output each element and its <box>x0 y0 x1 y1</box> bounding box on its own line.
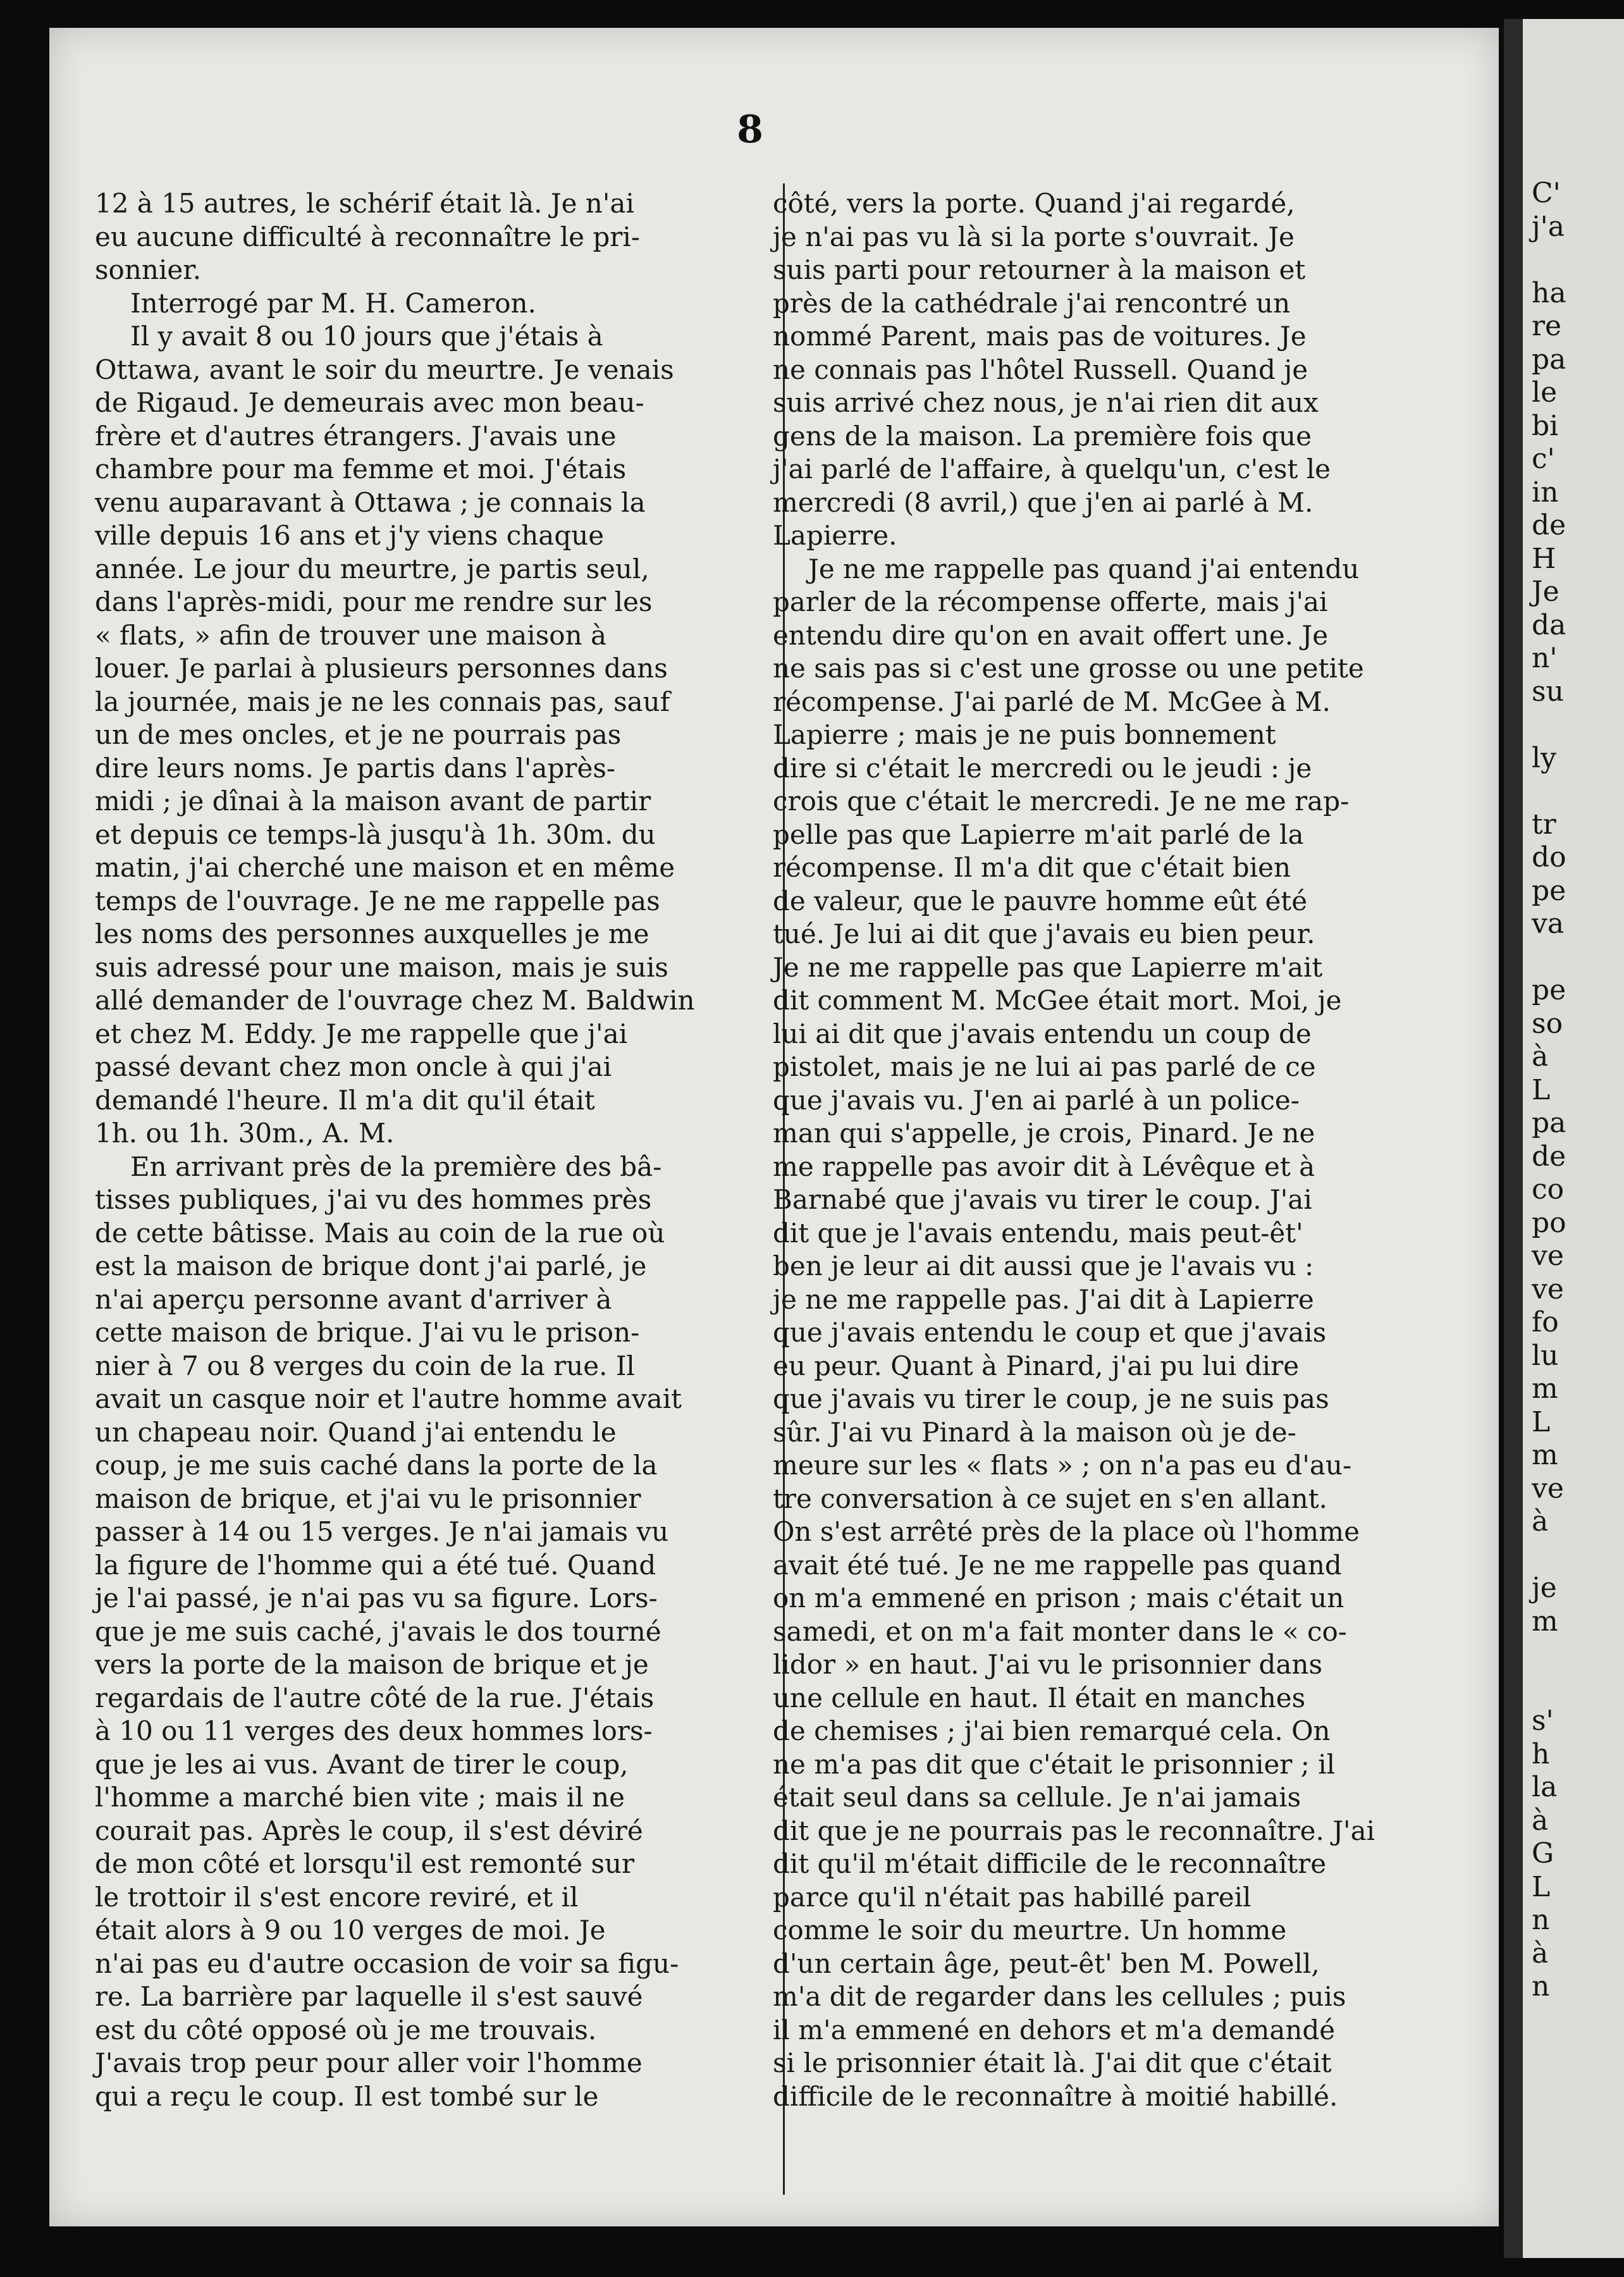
text-line: comme le soir du meurtre. Un homme <box>773 1915 1287 1946</box>
text-line: dans l'après-midi, pour me rendre sur les <box>95 586 653 617</box>
fragment-line: ve <box>1532 1273 1564 1305</box>
paragraph <box>95 320 784 1151</box>
text-line: dire leurs noms. Je partis dans l'après- <box>95 752 616 784</box>
text-line: lidor » en haut. J'ai vu le prisonnier dans <box>773 1649 1323 1680</box>
fragment-line <box>1532 1672 1624 1705</box>
text-line: d'un certain âge, peut-êt' ben M. Powell, <box>773 1947 1320 1979</box>
fragment-line: C' <box>1532 177 1561 209</box>
text-line: entendu dire qu'on en avait offert une. Je <box>773 619 1329 651</box>
text-line: suis arrivé chez nous, je n'ai rien dit aux <box>773 387 1319 418</box>
text-line: dire si c'était le mercredi ou le jeudi : je <box>773 752 1312 784</box>
fragment-line: n' <box>1532 642 1558 674</box>
fragment-line: L <box>1532 1405 1551 1438</box>
fragment-line: po <box>1532 1206 1566 1239</box>
text-line: passé devant chez mon oncle à qui j'ai <box>95 1051 612 1082</box>
text-line: qui a reçu le coup. Il est tombé sur le <box>95 2080 599 2112</box>
text-line: que j'avais vu tirer le coup, je ne suis pas <box>773 1383 1329 1414</box>
fragment-line: m <box>1532 1605 1558 1638</box>
text-line: que j'avais vu. J'en ai parlé à un police- <box>773 1084 1300 1116</box>
fragment-line <box>1532 941 1624 975</box>
text-line: les noms des personnes auxquelles je me <box>95 918 649 949</box>
text-line: la journée, mais je ne les connais pas, sauf <box>95 686 670 717</box>
text-line: regardais de l'autre côté de la rue. J'étais <box>95 1682 655 1713</box>
fragment-line: à <box>1532 1040 1549 1073</box>
page-gutter-shadow <box>1504 19 1523 2258</box>
text-line: et chez M. Eddy. Je me rappelle que j'ai <box>95 1018 628 1049</box>
fragment-line: so <box>1532 1007 1563 1040</box>
next-page-edge <box>1504 19 1624 2258</box>
text-line: allé demander de l'ouvrage chez M. Baldwin <box>95 985 695 1016</box>
text-line: matin, j'ai cherché une maison et en même <box>95 852 675 883</box>
fragment-line: L <box>1532 1073 1551 1106</box>
text-line: tisses publiques, j'ai vu des hommes près <box>95 1184 652 1215</box>
fragment-line: n <box>1532 1904 1550 1936</box>
text-line: Je ne me rappelle pas quand j'ai entendu <box>808 553 1360 584</box>
fragment-line: fo <box>1532 1306 1559 1338</box>
text-line: à 10 ou 11 verges des deux hommes lors- <box>95 1715 653 1746</box>
fragment-line: je <box>1532 1572 1557 1604</box>
text-line: et depuis ce temps-là jusqu'à 1h. 30m. du <box>95 818 656 850</box>
text-line: que je les ai vus. Avant de tirer le coup, <box>95 1748 629 1780</box>
fragment-line: L <box>1532 1870 1551 1903</box>
text-line: difficile de le reconnaître à moitié habillé. <box>773 2080 1338 2112</box>
text-line: nommé Parent, mais pas de voitures. Je <box>773 321 1307 352</box>
text-line: On s'est arrêté près de la place où l'homme <box>773 1516 1360 1547</box>
text-line: j'ai parlé de l'affaire, à quelqu'un, c'est le <box>773 454 1331 484</box>
fragment-line: le <box>1532 376 1558 409</box>
text-line: il m'a emmené en dehors et m'a demandé <box>773 2014 1336 2046</box>
text-line: J'avais trop peur pour aller voir l'homme <box>95 2047 643 2078</box>
fragment-line: ve <box>1532 1240 1564 1272</box>
text-line: était seul dans sa cellule. Je n'ai jamais <box>773 1782 1301 1813</box>
text-line: avait été tué. Je ne me rappelle pas quand <box>773 1549 1342 1581</box>
fragment-line: ha <box>1532 276 1566 309</box>
next-page-text-fragments <box>1532 177 1624 2004</box>
fragment-line: la <box>1532 1771 1558 1803</box>
text-line: « flats, » afin de trouver une maison à <box>95 619 607 651</box>
text-line: n'ai pas eu d'autre occasion de voir sa figu- <box>95 1947 679 1979</box>
fragment-line: da <box>1532 608 1566 641</box>
text-line: 12 à 15 autres, le schérif était là. Je n'ai <box>95 188 634 219</box>
fragment-line: pe <box>1532 974 1566 1006</box>
text-line: Lapierre. <box>773 520 897 551</box>
fragment-line: in <box>1532 476 1559 509</box>
text-line: je l'ai passé, je n'ai pas vu sa figure. Lors- <box>95 1583 658 1614</box>
text-line: Barnabé que j'avais vu tirer le coup. J'ai <box>773 1184 1312 1215</box>
fragment-line: co <box>1532 1173 1565 1206</box>
text-line: Il y avait 8 ou 10 jours que j'étais à <box>130 321 603 352</box>
text-line: Ottawa, avant le soir du meurtre. Je venais <box>95 354 674 385</box>
fragment-line: G <box>1532 1837 1554 1870</box>
text-line: l'homme a marché bien vite ; mais il ne <box>95 1782 625 1813</box>
fragment-line: à <box>1532 1804 1549 1837</box>
text-line: venu auparavant à Ottawa ; je connais la <box>95 486 646 518</box>
text-line: crois que c'était le mercredi. Je ne me rap- <box>773 786 1350 817</box>
text-line: sonnier. <box>95 254 202 285</box>
text-line: récompense. Il m'a dit que c'était bien <box>773 852 1291 883</box>
fragment-line: va <box>1532 908 1565 940</box>
text-line: vers la porte de la maison de brique et je <box>95 1649 649 1680</box>
fragment-line: h <box>1532 1737 1550 1770</box>
fragment-line: pa <box>1532 343 1566 376</box>
text-line: que j'avais entendu le coup et que j'avais <box>773 1317 1327 1348</box>
text-line: ben je leur ai dit aussi que je l'avais vu : <box>773 1250 1314 1281</box>
fragment-line: de <box>1532 509 1566 541</box>
text-line: man qui s'appelle, je crois, Pinard. Je ne <box>773 1118 1315 1149</box>
text-line: tre conversation à ce sujet en s'en allant. <box>773 1483 1327 1514</box>
left-text-column <box>95 187 784 2113</box>
text-line: ville depuis 16 ans et j'y viens chaque <box>95 520 605 551</box>
text-line: près de la cathédrale j'ai rencontré un <box>773 287 1291 319</box>
text-line: pelle pas que Lapierre m'ait parlé de la <box>773 818 1304 850</box>
text-line: de valeur, que le pauvre homme eût été <box>773 885 1308 916</box>
paragraph <box>773 553 1462 2114</box>
text-line: nier à 7 ou 8 verges du coin de la rue. Il <box>95 1350 635 1381</box>
text-line: suis adressé pour une maison, mais je suis <box>95 951 668 983</box>
fragment-line: ly <box>1532 741 1556 774</box>
right-text-column <box>773 187 1462 2113</box>
text-line: En arrivant près de la première des bâ- <box>130 1151 662 1182</box>
fragment-line <box>1532 1539 1624 1572</box>
text-line: la figure de l'homme qui a été tué. Quand <box>95 1549 656 1581</box>
fragment-line: s' <box>1532 1705 1554 1737</box>
text-line: maison de brique, et j'ai vu le prisonnier <box>95 1483 641 1514</box>
text-line: ne m'a pas dit que c'était le prisonnier ; il <box>773 1748 1336 1780</box>
text-line: tué. Je lui ai dit que j'avais eu bien peur. <box>773 918 1315 949</box>
text-line: eu aucune difficulté à reconnaître le pri- <box>95 221 640 252</box>
text-line: m'a dit de regarder dans les cellules ; puis <box>773 1981 1346 2012</box>
fragment-line: H <box>1532 542 1556 575</box>
paragraph <box>95 187 784 287</box>
fragment-line <box>1532 1638 1624 1672</box>
text-line: que je me suis caché, j'avais le dos tourné <box>95 1615 661 1647</box>
text-line: me rappelle pas avoir dit à Lévêque et à <box>773 1151 1315 1182</box>
text-line: côté, vers la porte. Quand j'ai regardé, <box>773 188 1295 219</box>
text-line: de mon côté et lorsqu'il est remonté sur <box>95 1848 635 1879</box>
text-line: Je ne me rappelle pas que Lapierre m'ait <box>773 951 1323 983</box>
text-line: gens de la maison. La première fois que <box>773 420 1312 452</box>
text-line: parce qu'il n'était pas habillé pareil <box>773 1881 1252 1913</box>
fragment-line: tr <box>1532 808 1556 841</box>
fragment-line: à <box>1532 1505 1549 1538</box>
text-line: demandé l'heure. Il m'a dit qu'il était <box>95 1084 595 1116</box>
text-line: une cellule en haut. Il était en manches <box>773 1682 1306 1713</box>
fragment-line: pe <box>1532 874 1566 907</box>
text-line: samedi, et on m'a fait monter dans le « co- <box>773 1615 1347 1647</box>
text-line: est du côté opposé où je me trouvais. <box>95 2014 597 2046</box>
text-line: ne connais pas l'hôtel Russell. Quand je <box>773 354 1308 385</box>
fragment-line: j'a <box>1532 210 1565 243</box>
fragment-line: m <box>1532 1373 1558 1405</box>
text-line: je n'ai pas vu là si la porte s'ouvrait. Je <box>773 221 1295 252</box>
text-line: un chapeau noir. Quand j'ai entendu le <box>95 1416 617 1448</box>
text-line: louer. Je parlai à plusieurs personnes dans <box>95 653 668 684</box>
text-line: dit que je l'avais entendu, mais peut-êt' <box>773 1217 1303 1249</box>
fragment-line: à <box>1532 1937 1549 1970</box>
text-line: temps de l'ouvrage. Je ne me rappelle pas <box>95 885 660 916</box>
text-line: on m'a emmené en prison ; mais c'était un <box>773 1583 1344 1614</box>
text-line: est la maison de brique dont j'ai parlé, je <box>95 1250 647 1281</box>
text-line: sûr. J'ai vu Pinard à la maison où je de- <box>773 1416 1296 1448</box>
text-line: suis parti pour retourner à la maison et <box>773 254 1306 285</box>
text-line: dit comment M. McGee était mort. Moi, je <box>773 985 1342 1016</box>
fragment-line: m <box>1532 1439 1558 1471</box>
fragment-line: do <box>1532 841 1566 873</box>
text-line: passer à 14 ou 15 verges. Je n'ai jamais vu <box>95 1516 669 1547</box>
text-line: récompense. J'ai parlé de M. McGee à M. <box>773 686 1331 717</box>
fragment-line: re <box>1532 310 1562 342</box>
text-line: mercredi (8 avril,) que j'en ai parlé à M. <box>773 486 1313 518</box>
text-line: coup, je me suis caché dans la porte de la <box>95 1450 658 1481</box>
page-number: 8 <box>737 108 763 152</box>
text-line: de chemises ; j'ai bien remarqué cela. On <box>773 1715 1331 1746</box>
fragment-line: ve <box>1532 1472 1564 1505</box>
text-line: je ne me rappelle pas. J'ai dit à Lapierre <box>773 1283 1314 1315</box>
text-line: courait pas. Après le coup, il s'est déviré <box>95 1815 643 1846</box>
text-line: année. Le jour du meurtre, je partis seul, <box>95 553 649 584</box>
text-line: midi ; je dînai à la maison avant de partir <box>95 786 651 817</box>
fragment-line: c' <box>1532 443 1555 475</box>
fragment-line <box>1532 775 1624 808</box>
text-line: si le prisonnier était là. J'ai dit que c'était <box>773 2047 1332 2078</box>
fragment-line: n <box>1532 1970 1550 2002</box>
text-line: meure sur les « flats » ; on n'a pas eu d'au- <box>773 1450 1352 1481</box>
fragment-line <box>1532 708 1624 742</box>
text-line: le trottoir il s'est encore reviré, et il <box>95 1881 579 1913</box>
text-line: re. La barrière par laquelle il s'est sauvé <box>95 1981 643 2012</box>
text-line: frère et d'autres étrangers. J'avais une <box>95 420 617 452</box>
fragment-line: bi <box>1532 409 1559 442</box>
text-line: parler de la récompense offerte, mais j'ai <box>773 586 1328 617</box>
text-line: pistolet, mais je ne lui ai pas parlé de ce <box>773 1051 1316 1082</box>
text-line: dit qu'il m'était difficile de le reconnaître <box>773 1848 1327 1879</box>
fragment-line: Je <box>1532 576 1559 608</box>
text-line: n'ai aperçu personne avant d'arriver à <box>95 1283 612 1315</box>
fragment-line: pa <box>1532 1107 1566 1139</box>
paragraph <box>95 1151 784 2114</box>
text-line: Interrogé par M. H. Cameron. <box>130 287 536 319</box>
text-line: dit que je ne pourrais pas le reconnaître. J'ai <box>773 1815 1375 1846</box>
text-line: de cette bâtisse. Mais au coin de la rue où <box>95 1217 665 1249</box>
text-line: ne sais pas si c'est une grosse ou une petite <box>773 653 1364 684</box>
fragment-line: su <box>1532 675 1564 708</box>
text-line: un de mes oncles, et je ne pourrais pas <box>95 719 622 750</box>
text-line: eu peur. Quant à Pinard, j'ai pu lui dire <box>773 1350 1300 1381</box>
text-line: chambre pour ma femme et moi. J'étais <box>95 454 627 484</box>
fragment-line: lu <box>1532 1339 1559 1372</box>
paragraph <box>95 287 784 321</box>
text-line: de Rigaud. Je demeurais avec mon beau- <box>95 387 644 418</box>
text-line: lui ai dit que j'avais entendu un coup de <box>773 1018 1312 1049</box>
text-line: était alors à 9 ou 10 verges de moi. Je <box>95 1915 606 1946</box>
fragment-line: de <box>1532 1140 1566 1173</box>
text-line: 1h. ou 1h. 30m., A. M. <box>95 1118 395 1149</box>
text-line: cette maison de brique. J'ai vu le prison- <box>95 1317 640 1348</box>
text-line: avait un casque noir et l'autre homme avait <box>95 1383 682 1414</box>
fragment-line <box>1532 244 1624 277</box>
text-line: Lapierre ; mais je ne puis bonnement <box>773 719 1276 750</box>
paragraph <box>773 187 1462 553</box>
